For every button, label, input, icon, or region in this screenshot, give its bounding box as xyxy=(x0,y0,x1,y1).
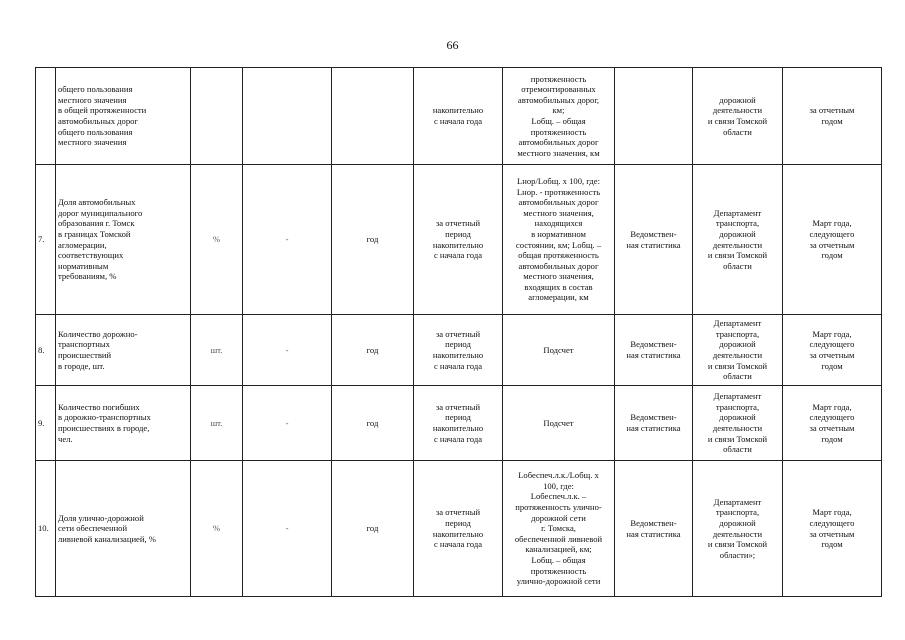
dash-cell xyxy=(243,68,332,165)
calculation-method-line: канализацией, км; xyxy=(525,544,592,555)
period-type: год xyxy=(332,386,414,461)
data-source-line: ная статистика xyxy=(626,528,681,539)
indicator-name-line: Количество дорожно- xyxy=(58,328,138,339)
dash-cell: - xyxy=(243,165,332,315)
reporting-period-line: период xyxy=(445,517,471,528)
calculation-method-line: общая протяженность xyxy=(518,250,599,261)
table-row xyxy=(36,461,882,597)
reporting-period xyxy=(414,461,503,597)
reporting-period xyxy=(414,386,503,461)
responsible-body xyxy=(693,461,783,597)
responsible-body-line: транспорта, xyxy=(715,507,760,518)
indicator-name-line: общего пользования xyxy=(58,84,133,95)
responsible-body-line: дорожной xyxy=(719,517,756,528)
calculation-method xyxy=(503,165,615,315)
data-source-line: Ведомствен- xyxy=(630,412,677,423)
data-source-line: Ведомствен- xyxy=(630,339,677,350)
indicator-name-line: ливневой канализацией, % xyxy=(58,533,156,544)
calculation-method-line: состоянии, км; Lобщ. – xyxy=(515,239,602,250)
indicators-table xyxy=(35,67,882,597)
data-source-line: ная статистика xyxy=(626,350,681,360)
deadline-line: годом xyxy=(821,539,843,550)
row-number xyxy=(36,68,56,165)
deadline-line: за отчетным xyxy=(809,239,855,250)
calculation-method-line: местного значения, км xyxy=(517,147,600,158)
calculation-method-line: входящих в состав xyxy=(524,281,593,292)
period-type: год xyxy=(332,461,414,597)
deadline-line: годом xyxy=(821,360,843,371)
indicator-name-line: происшествиях в городе, xyxy=(58,423,150,433)
table-row xyxy=(36,68,882,165)
responsible-body-line: области»; xyxy=(719,549,756,560)
reporting-period-line: период xyxy=(445,339,471,350)
deadline-line: следующего xyxy=(809,517,855,528)
data-source xyxy=(615,461,693,597)
deadline xyxy=(783,386,882,461)
responsible-body-line: деятельности xyxy=(712,423,763,433)
responsible-body-line: Департамент xyxy=(713,496,762,507)
dash-cell: - xyxy=(243,386,332,461)
reporting-period-line: за отчетный xyxy=(435,401,481,412)
page-number: 66 xyxy=(446,38,459,52)
indicator-name xyxy=(56,386,191,461)
deadline-line: годом xyxy=(821,433,843,444)
responsible-body-line: области xyxy=(723,444,752,455)
indicator-name-line: местного значения xyxy=(58,137,127,148)
row-number: 9. xyxy=(36,386,56,461)
calculation-method-line: Подсчет xyxy=(543,417,574,428)
calculation-method-line: Lобщ. – общая xyxy=(531,116,586,126)
reporting-period-line: с начала года xyxy=(433,433,483,444)
calculation-method-line: протяженность xyxy=(530,565,587,576)
indicator-name xyxy=(56,461,191,597)
calculation-method-line: 100, где: xyxy=(543,480,574,491)
responsible-body-line: дорожной xyxy=(719,412,756,423)
deadline-line: за отчетным xyxy=(809,105,855,116)
deadline-line: следующего xyxy=(809,339,855,350)
calculation-method-line: Lобщ. – общая xyxy=(531,554,586,565)
responsible-body-line: области xyxy=(723,126,752,137)
responsible-body-line: дорожной xyxy=(719,228,756,239)
calculation-method-line: км; xyxy=(552,105,565,116)
reporting-period xyxy=(414,68,503,165)
indicator-name-line: Доля автомобильных xyxy=(58,197,136,208)
data-source-line: ная статистика xyxy=(626,239,681,250)
indicator-name-line: требованиям, % xyxy=(58,271,117,282)
indicator-name-line: в городе, шт. xyxy=(58,360,105,371)
row-number: 10. xyxy=(36,461,56,597)
deadline-line: за отчетным xyxy=(809,350,855,360)
indicator-name xyxy=(56,165,191,315)
deadline-line: за отчетным xyxy=(809,423,855,433)
indicator-name-line: Количество погибших xyxy=(58,401,140,412)
calculation-method-line: улично-дорожной сети xyxy=(516,576,601,587)
responsible-body-line: деятельности xyxy=(712,239,763,250)
responsible-body-line: области xyxy=(723,260,752,271)
unit-of-measure xyxy=(191,68,243,165)
responsible-body-line: и связи Томской xyxy=(707,433,768,444)
indicator-name-line: Доля улично-дорожной xyxy=(58,512,144,523)
indicator-name xyxy=(56,315,191,386)
responsible-body-line: дорожной xyxy=(719,339,756,350)
table-row xyxy=(36,165,882,315)
data-source xyxy=(615,165,693,315)
responsible-body-line: и связи Томской xyxy=(707,360,768,371)
dash-cell: - xyxy=(243,315,332,386)
responsible-body-line: деятельности xyxy=(712,350,763,360)
indicator-name-line: в общей протяженности xyxy=(58,105,147,116)
deadline-line: Март года, xyxy=(812,507,852,518)
reporting-period-line: за отчетный xyxy=(435,218,481,229)
responsible-body-line: деятельности xyxy=(712,105,763,116)
calculation-method-line: Lобеспеч.л.к./Lобщ. х xyxy=(518,470,599,481)
responsible-body xyxy=(693,165,783,315)
calculation-method-line: Lобеспеч.л.к. – xyxy=(530,491,587,502)
responsible-body-line: и связи Томской xyxy=(707,116,768,126)
indicator-name-line: местного значения xyxy=(58,94,127,105)
calculation-method-line: Подсчет xyxy=(543,344,574,355)
calculation-method-line: местного значения, xyxy=(523,271,594,282)
indicator-name-line: дорог муниципального xyxy=(58,207,143,218)
period-type: год xyxy=(332,315,414,386)
responsible-body xyxy=(693,315,783,386)
calculation-method-line: находящихся xyxy=(534,218,583,229)
deadline-line: годом xyxy=(821,250,843,261)
reporting-period-line: период xyxy=(445,228,471,239)
reporting-period-line: накопительно xyxy=(432,423,484,433)
responsible-body-line: Департамент xyxy=(713,207,762,218)
reporting-period xyxy=(414,165,503,315)
indicator-name-line: происшествий xyxy=(58,350,112,360)
dash-cell: - xyxy=(243,461,332,597)
unit-of-measure: % xyxy=(191,165,243,315)
calculation-method-line: агломерации, км xyxy=(528,292,589,303)
indicator-name-line: нормативным xyxy=(58,260,109,271)
reporting-period-line: накопительно xyxy=(432,239,484,250)
calculation-method-line: дорожной сети xyxy=(531,512,586,523)
indicator-name-line: автомобильных дорог xyxy=(58,116,138,126)
reporting-period-line: период xyxy=(445,412,471,423)
calculation-method-line: Lнор. - протяженность xyxy=(516,186,601,197)
period-type xyxy=(332,68,414,165)
responsible-body-line: транспорта, xyxy=(715,401,760,412)
responsible-body-line: транспорта, xyxy=(715,218,760,229)
calculation-method-line: протяженность xyxy=(530,126,587,137)
reporting-period-line: с начала года xyxy=(433,250,483,261)
responsible-body xyxy=(693,386,783,461)
calculation-method-line: отремонтированных xyxy=(521,84,596,95)
deadline-line: годом xyxy=(821,116,843,126)
calculation-method-line: Lнор/Lобщ. х 100, где: xyxy=(517,175,600,186)
deadline-line: следующего xyxy=(809,412,855,423)
indicator-name-line: соответствующих xyxy=(58,250,124,261)
calculation-method-line: местного значения, xyxy=(523,207,594,218)
row-number: 7. xyxy=(36,165,56,315)
deadline-line: Март года, xyxy=(812,328,852,339)
responsible-body-line: деятельности xyxy=(712,528,763,539)
row-number: 8. xyxy=(36,315,56,386)
calculation-method-line: протяженность xyxy=(530,73,587,84)
calculation-method xyxy=(503,315,615,386)
deadline-line: за отчетным xyxy=(809,528,855,539)
deadline-line: Март года, xyxy=(812,401,852,412)
indicator-name-line: общего пользования xyxy=(58,126,133,137)
unit-of-measure: % xyxy=(191,461,243,597)
calculation-method-line: в нормативном xyxy=(531,228,586,239)
responsible-body-line: области xyxy=(723,371,752,382)
reporting-period-line: накопительно xyxy=(432,350,484,360)
reporting-period-line: с начала года xyxy=(433,539,483,550)
responsible-body-line: и связи Томской xyxy=(707,539,768,550)
deadline xyxy=(783,315,882,386)
data-source xyxy=(615,386,693,461)
unit-of-measure: шт. xyxy=(191,386,243,461)
indicator-name-line: агломерации, xyxy=(58,239,107,250)
calculation-method-line: автомобильных дорог xyxy=(518,137,599,148)
calculation-method xyxy=(503,68,615,165)
indicator-name-line: в границах Томской xyxy=(58,228,131,239)
calculation-method xyxy=(503,386,615,461)
indicator-name-line: сети обеспеченной xyxy=(58,523,128,534)
calculation-method-line: обеспеченной ливневой xyxy=(514,533,603,544)
deadline xyxy=(783,165,882,315)
responsible-body-line: дорожной xyxy=(719,94,756,105)
indicator-name-line: транспортных xyxy=(58,339,110,350)
responsible-body xyxy=(693,68,783,165)
reporting-period-line: за отчетный xyxy=(435,507,481,518)
reporting-period-line: с начала года xyxy=(433,360,483,371)
data-source xyxy=(615,315,693,386)
table-row xyxy=(36,386,882,461)
indicator-name-line: чел. xyxy=(58,433,73,444)
table-row xyxy=(36,315,882,386)
indicator-name-line: в дорожно-транспортных xyxy=(58,412,151,423)
responsible-body-line: Департамент xyxy=(713,318,762,329)
indicator-name-line: образования г. Томск xyxy=(58,218,135,229)
deadline xyxy=(783,68,882,165)
calculation-method-line: г. Томска, xyxy=(541,523,576,534)
calculation-method-line: автомобильных дорог xyxy=(518,197,599,208)
reporting-period-line: накопительно xyxy=(432,528,484,539)
responsible-body-line: транспорта, xyxy=(715,328,760,339)
calculation-method-line: протяженность улично- xyxy=(515,502,602,513)
deadline-line: Март года, xyxy=(812,218,852,229)
unit-of-measure: шт. xyxy=(191,315,243,386)
calculation-method-line: автомобильных дорог, xyxy=(517,94,600,105)
responsible-body-line: и связи Томской xyxy=(707,250,768,261)
deadline xyxy=(783,461,882,597)
deadline-line: следующего xyxy=(809,228,855,239)
data-source-line: Ведомствен- xyxy=(630,228,677,239)
data-source-line: Ведомствен- xyxy=(630,517,677,528)
indicator-name xyxy=(56,68,191,165)
responsible-body-line: Департамент xyxy=(713,391,762,402)
reporting-period-line: накопительно xyxy=(432,105,484,116)
calculation-method xyxy=(503,461,615,597)
calculation-method-line: автомобильных дорог xyxy=(518,260,599,271)
reporting-period-line: за отчетный xyxy=(435,328,481,339)
reporting-period-line: с начала года xyxy=(433,116,483,126)
period-type: год xyxy=(332,165,414,315)
reporting-period xyxy=(414,315,503,386)
data-source-line: ная статистика xyxy=(626,423,681,433)
data-source xyxy=(615,68,693,165)
